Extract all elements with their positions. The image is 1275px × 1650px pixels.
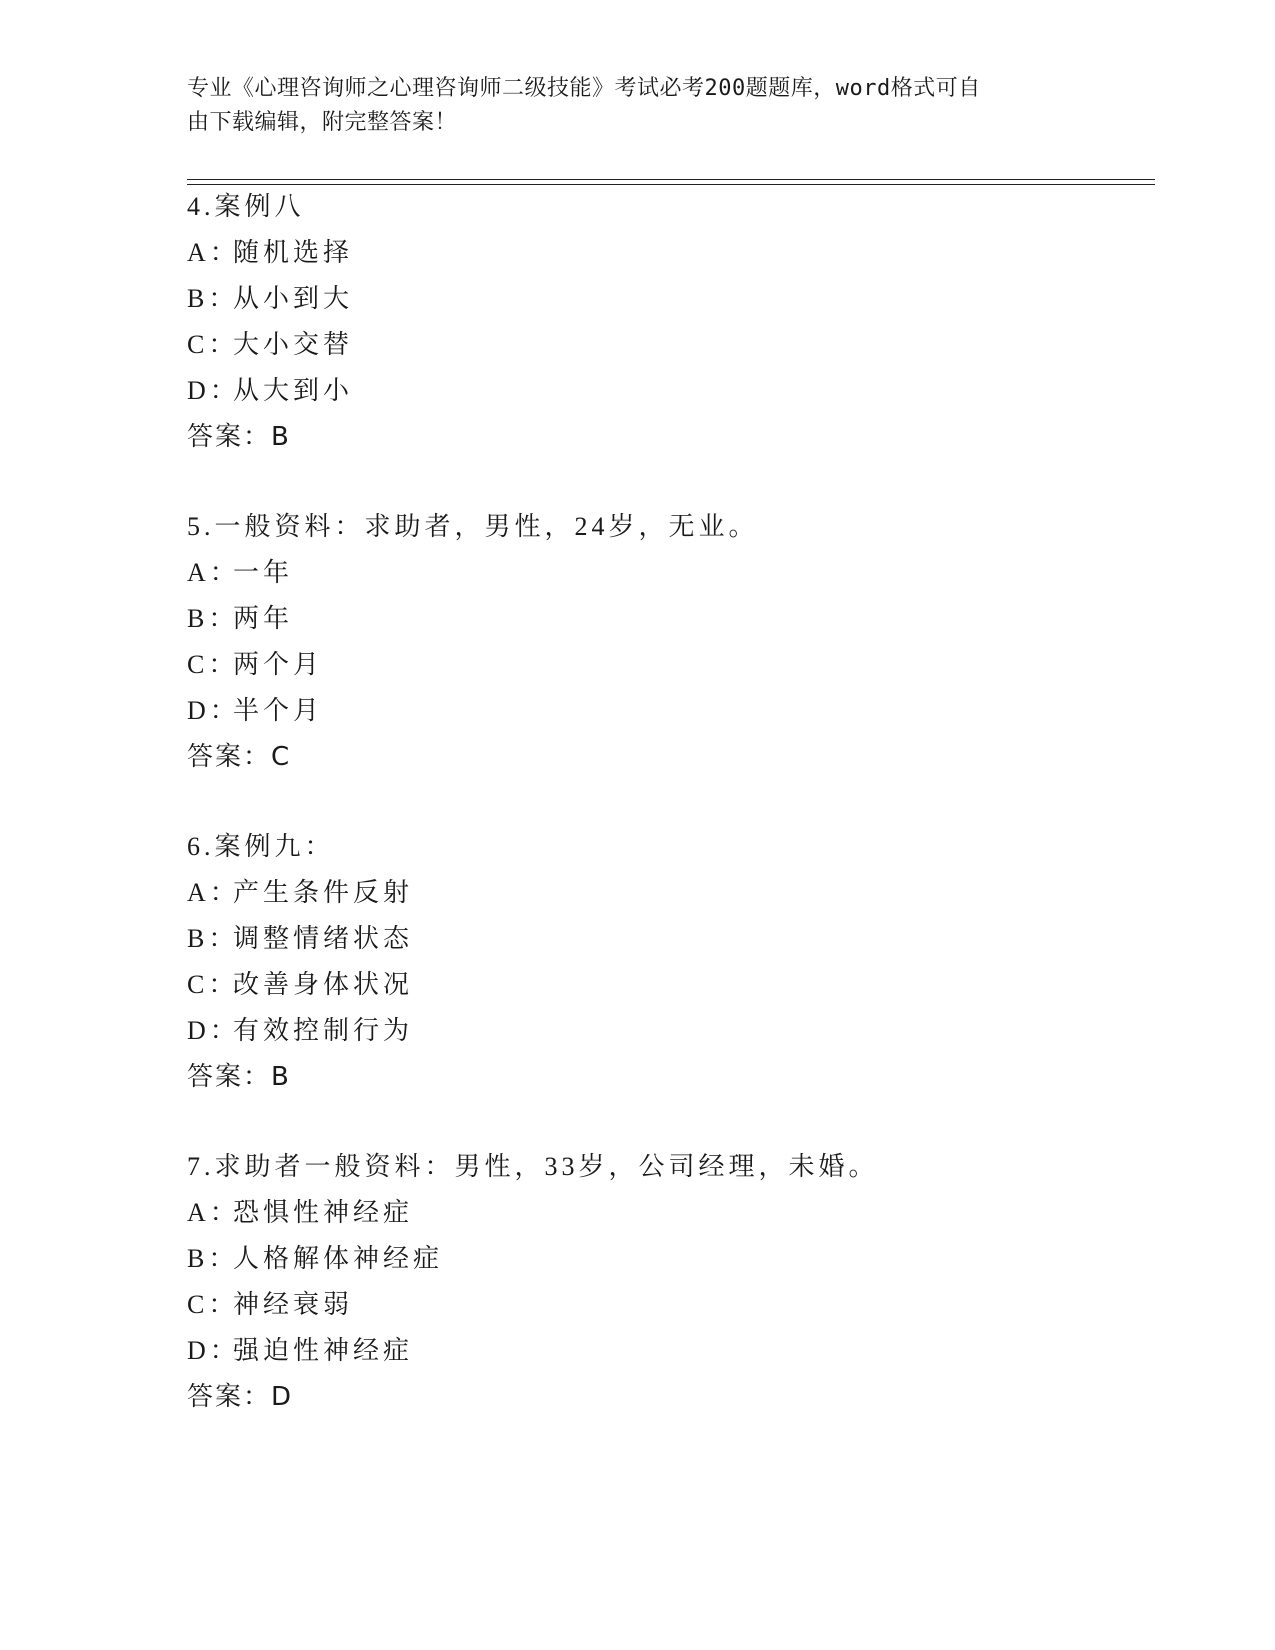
- option-text: 从大到小: [233, 376, 354, 405]
- option-c: [187, 1282, 879, 1328]
- option-letter: D：: [187, 376, 240, 405]
- question-block: [187, 824, 413, 1100]
- option-d: [187, 1328, 879, 1374]
- answer-line: 答案：B: [187, 1062, 291, 1092]
- option-a: [187, 230, 353, 276]
- option-text: 强迫性神经症: [233, 1336, 414, 1365]
- header-line-2: 由下载编辑，附完整答案！: [187, 110, 458, 135]
- option-text: 一年: [233, 558, 294, 587]
- option-text: 改善身体状况: [233, 970, 414, 999]
- question-stem: 6.案例九：: [187, 832, 335, 861]
- answer-line: 答案：D: [187, 1382, 294, 1412]
- option-letter: D：: [187, 696, 240, 725]
- option-b: [187, 1236, 879, 1282]
- option-letter: B：: [187, 284, 239, 313]
- option-text: 两个月: [233, 650, 324, 679]
- option-letter: B：: [187, 924, 239, 953]
- option-letter: B：: [187, 604, 239, 633]
- option-text: 人格解体神经症: [233, 1244, 444, 1273]
- option-text: 产生条件反射: [233, 878, 414, 907]
- option-letter: C：: [187, 330, 239, 359]
- option-d: [187, 1008, 413, 1054]
- option-letter: D：: [187, 1336, 240, 1365]
- option-a: [187, 1190, 879, 1236]
- option-c: [187, 642, 759, 688]
- option-a: [187, 550, 759, 596]
- header-line-1: 专业《心理咨询师之心理咨询师二级技能》考试必考200题题库，word格式可自: [187, 76, 981, 101]
- option-c: [187, 962, 413, 1008]
- option-b: [187, 276, 353, 322]
- option-text: 大小交替: [233, 330, 354, 359]
- option-text: 恐惧性神经症: [233, 1198, 414, 1227]
- option-d: [187, 368, 353, 414]
- option-letter: A：: [187, 238, 240, 267]
- option-b: [187, 916, 413, 962]
- option-b: [187, 596, 759, 642]
- question-stem: 5.一般资料：求助者，男性，24岁，无业。: [187, 512, 759, 541]
- option-letter: B：: [187, 1244, 239, 1273]
- option-text: 神经衰弱: [233, 1290, 354, 1319]
- option-letter: C：: [187, 1290, 239, 1319]
- answer-line: 答案：B: [187, 422, 291, 452]
- option-letter: D：: [187, 1016, 240, 1045]
- option-letter: C：: [187, 650, 239, 679]
- option-text: 随机选择: [233, 238, 354, 267]
- option-d: [187, 688, 759, 734]
- option-text: 两年: [233, 604, 294, 633]
- option-letter: A：: [187, 558, 240, 587]
- option-letter: A：: [187, 878, 240, 907]
- option-text: 调整情绪状态: [233, 924, 414, 953]
- question-block: [187, 1144, 879, 1420]
- option-a: [187, 870, 413, 916]
- header-divider-top: [187, 179, 1155, 180]
- document-header: [187, 72, 1067, 140]
- option-text: 半个月: [233, 696, 324, 725]
- question-block: [187, 184, 353, 460]
- question-stem: 4.案例八: [187, 192, 305, 221]
- option-letter: A：: [187, 1198, 240, 1227]
- option-text: 有效控制行为: [233, 1016, 414, 1045]
- option-c: [187, 322, 353, 368]
- question-stem: 7.求助者一般资料：男性，33岁，公司经理，未婚。: [187, 1152, 879, 1181]
- question-block: [187, 504, 759, 780]
- option-letter: C：: [187, 970, 239, 999]
- option-text: 从小到大: [233, 284, 354, 313]
- answer-line: 答案：C: [187, 742, 292, 772]
